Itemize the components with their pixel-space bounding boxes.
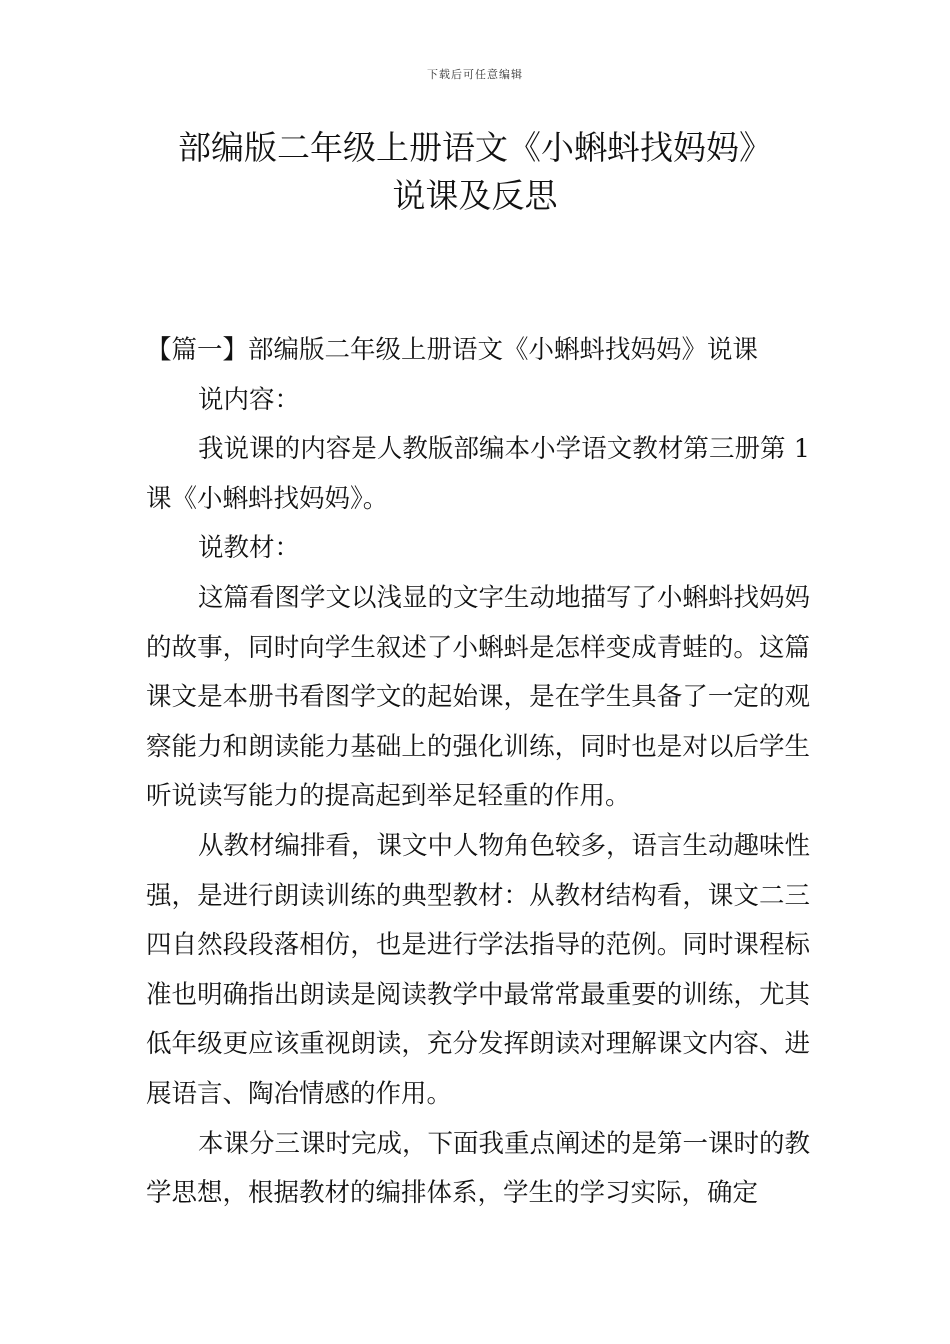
paragraph-content: 我说课的内容是人教版部编本小学语文教材第三册第 1 课《小蝌蚪找妈妈》。 (146, 434, 810, 514)
document-body (146, 326, 810, 1219)
paragraph-lesson-plan: 本课分三课时完成，下面我重点阐述的是第一课时的教学思想，根据教材的编排体系，学生的学习实际，确定 (146, 1128, 811, 1209)
paragraph-textbook: 这篇看图学文以浅显的文字生动地描写了小蝌蚪找妈妈的故事，同时向学生叙述了小蝌蚪是怎样变成青蛙的。这篇课文是本册书看图学文的起始课，是在学生具备了一定的观察能力和朗读能力基础上的强化训练，同时也是对以后学生听说读写能力的提高起到举足轻重的作用。 (146, 582, 811, 812)
title-line-1: 部编版二年级上册语文《小蝌蚪找妈妈》 (178, 128, 772, 167)
document-title (120, 124, 830, 220)
paragraph-textbook-heading: 说教材： (198, 533, 301, 564)
title-line-2: 说课及反思 (392, 176, 558, 215)
paragraph-content-heading: 说内容： (198, 384, 301, 415)
section-heading: 【篇一】部编版二年级上册语文《小蝌蚪找妈妈》说课 (146, 335, 759, 365)
paragraph-arrangement: 从教材编排看，课文中人物角色较多，语言生动趣味性强，是进行朗读训练的典型教材：从教材结构看，课文二三四自然段段落相仿，也是进行学法指导的范例。同时课程标准也明确指出朗读是阅读教学中最常常最重要的训练，尤其低年级更应该重视朗读，充分发挥朗读对理解课文内容、进展语言、陶冶情感的作用。 (146, 830, 811, 1109)
header-note: 下载后可任意编辑 (427, 68, 523, 81)
